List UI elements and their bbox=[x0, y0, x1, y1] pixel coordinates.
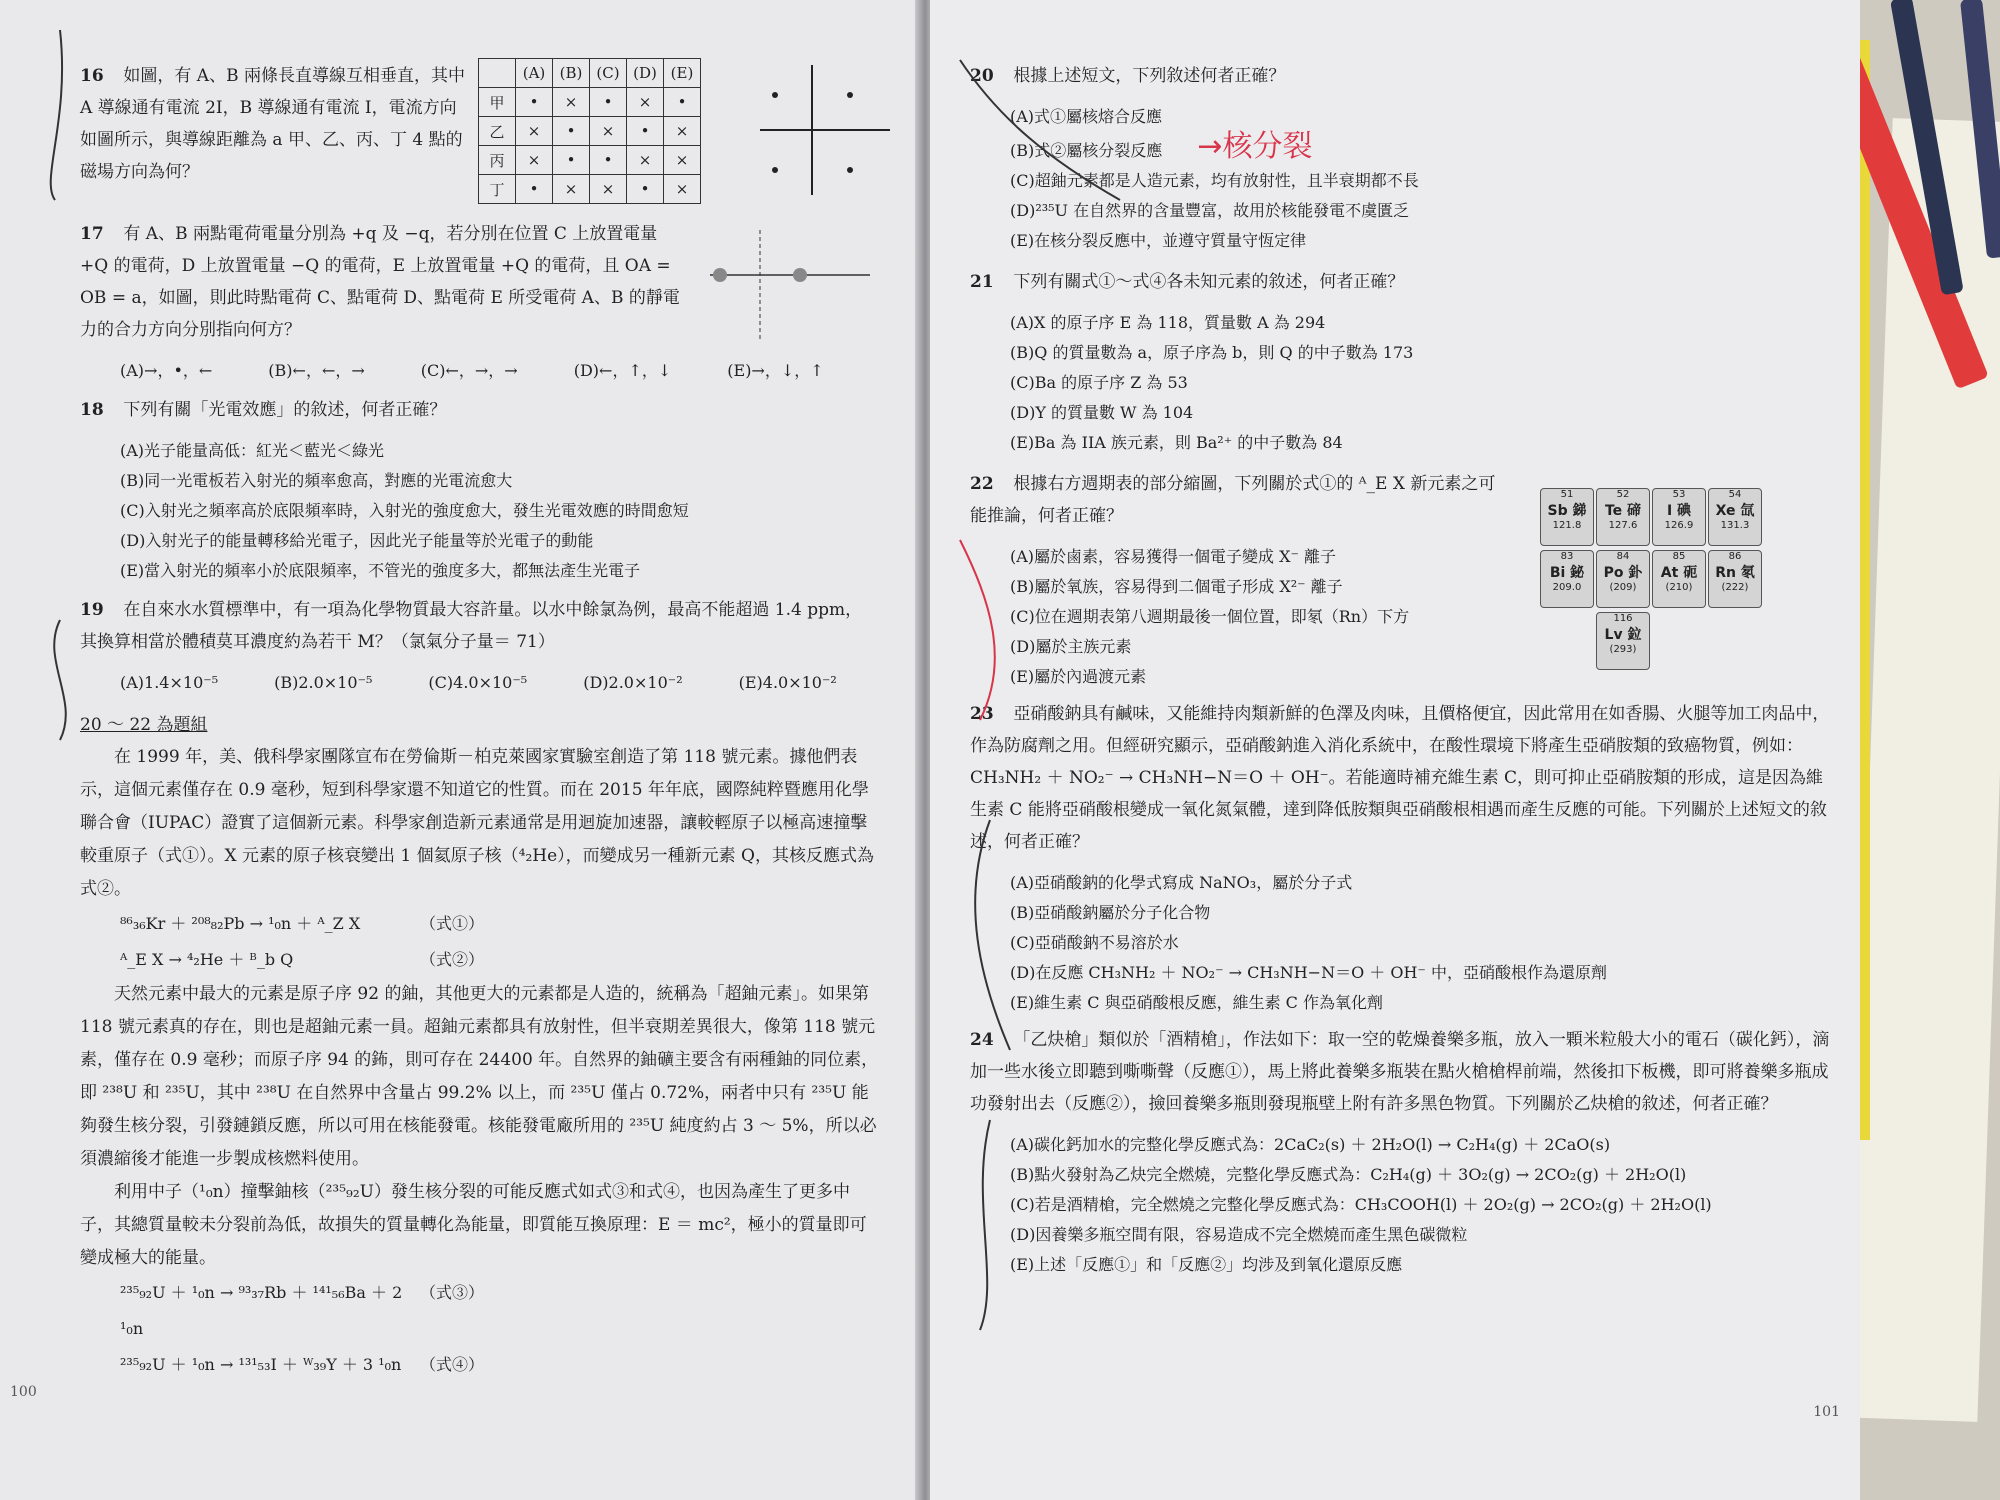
element-number: 52 bbox=[1616, 489, 1630, 500]
question-19-options bbox=[80, 668, 880, 698]
question-text: 有 A、B 兩點電荷電量分別為 +q 及 −q，若分別在位置 C 上放置電量 +Q 的電荷，D 上放置電量 −Q 的電荷，E 上放置電量 +Q 的電荷，且 OA = OB = a，如圖，則此時點電荷 C、點電荷 D、點電荷 E 所受電荷 A、B 的靜電力的合力方向分別指向何方？ bbox=[80, 224, 680, 340]
left-page bbox=[0, 0, 920, 1500]
table-cell: • bbox=[627, 117, 664, 146]
question-text: 下列有關「光電效應」的敘述，何者正確？ bbox=[123, 400, 447, 420]
option-c[interactable]: (C)←，→，→ bbox=[420, 361, 518, 380]
equation-label: （式①） bbox=[420, 914, 485, 933]
table-cell: 丁 bbox=[479, 175, 516, 204]
option-b[interactable] bbox=[970, 129, 1830, 166]
element-mass: 127.6 bbox=[1608, 520, 1638, 531]
option-a[interactable]: (A)屬於鹵素，容易獲得一個電子變成 X⁻ 離子 bbox=[1010, 547, 1337, 566]
option-b[interactable]: (B)同一光電板若入射光的頻率愈高，對應的光電流愈大 bbox=[120, 471, 513, 490]
table-cell: × bbox=[553, 175, 590, 204]
option-d[interactable]: (D)在反應 CH₃NH₂ ＋ NO₂⁻ → CH₃NH−N＝O ＋ OH⁻ 中，亞硝酸根作為還原劑 bbox=[1010, 963, 1607, 982]
table-header-cell: (E) bbox=[664, 59, 701, 88]
element-symbol: I 碘 bbox=[1666, 503, 1692, 519]
option-d[interactable]: (D)2.0×10⁻² bbox=[583, 673, 683, 692]
element-mass: 209.0 bbox=[1552, 582, 1582, 593]
element-number: 116 bbox=[1613, 613, 1633, 624]
element-number: 83 bbox=[1560, 551, 1574, 562]
equation-formula: ᴬ_E X → ⁴₂He ＋ ᴮ_b Q bbox=[120, 950, 294, 969]
question-18 bbox=[80, 394, 880, 426]
element-mass: (222) bbox=[1721, 582, 1749, 593]
element-symbol: Xe 氙 bbox=[1715, 503, 1755, 519]
element-symbol: Po 釙 bbox=[1603, 565, 1643, 581]
option-c[interactable]: (C)亞硝酸鈉不易溶於水 bbox=[1010, 933, 1179, 952]
question-23 bbox=[970, 698, 1830, 858]
equation-formula: ²³⁵₉₂U ＋ ¹₀n → ¹³¹₅₃I ＋ ᵂ₃₉Y ＋ 3 ¹₀n bbox=[120, 1355, 402, 1374]
element-cell-sb bbox=[1540, 488, 1594, 546]
element-mass: 131.3 bbox=[1720, 520, 1750, 531]
element-mass: (209) bbox=[1609, 582, 1637, 593]
element-symbol: At 砈 bbox=[1660, 565, 1698, 581]
option-b[interactable]: (B)Q 的質量數為 a，原子序為 b，則 Q 的中子數為 173 bbox=[1010, 343, 1414, 362]
option-d[interactable]: (D)入射光子的能量轉移給光電子，因此光子能量等於光電子的動能 bbox=[120, 531, 594, 550]
option-e[interactable]: (E)在核分裂反應中，並遵守質量守恆定律 bbox=[1010, 231, 1307, 250]
option-b[interactable]: (B)亞硝酸鈉屬於分子化合物 bbox=[1010, 903, 1211, 922]
table-header-cell: (A) bbox=[516, 59, 553, 88]
table-header-cell: (C) bbox=[590, 59, 627, 88]
table-cell: 乙 bbox=[479, 117, 516, 146]
question-19 bbox=[80, 594, 870, 658]
table-cell: × bbox=[627, 146, 664, 175]
question-number: 21 bbox=[970, 272, 994, 292]
equation-label: （式③） bbox=[420, 1283, 485, 1302]
element-mass: (293) bbox=[1609, 644, 1637, 655]
element-symbol: Bi 鉍 bbox=[1549, 565, 1585, 581]
question-22 bbox=[970, 468, 1510, 532]
option-b[interactable]: (B)←，←，→ bbox=[268, 361, 365, 380]
table-cell: • bbox=[553, 117, 590, 146]
question-text: 亞硝酸鈉具有鹹味，又能維持肉類新鮮的色澤及肉味，且價格便宜，因此常用在如香腸、火腿等加工肉品中，作為防腐劑之用。但經研究顯示，亞硝酸鈉進入消化系統中，在酸性環境下將產生亞硝胺類的致癌物質，例如：CH₃NH₂ ＋ NO₂⁻ → CH₃NH−N＝O ＋ OH⁻。若能適時補充維生素 C，則可抑止亞硝胺類的形成，這是因為維生素 C 能將亞硝酸根變成一氧化氮氣體，達到降低胺類與亞硝酸根相遇而產生反應的可能。下列關於上述短文的敘述，何者正確？ bbox=[970, 704, 1830, 852]
element-cell-lv bbox=[1596, 612, 1650, 670]
table-cell: • bbox=[516, 175, 553, 204]
option-e[interactable]: (E)4.0×10⁻² bbox=[738, 673, 837, 692]
question-24 bbox=[970, 1024, 1830, 1120]
question-text: 根據上述短文，下列敘述何者正確？ bbox=[1013, 66, 1286, 86]
option-e[interactable]: (E)維生素 C 與亞硝酸根反應，維生素 C 作為氧化劑 bbox=[1010, 993, 1383, 1012]
table-row bbox=[479, 146, 701, 175]
passage-paragraph: 利用中子（¹₀n）撞擊鈾核（²³⁵₉₂U）發生核分裂的可能反應式如式③和式④，也因為產生了更多中子，其總質量較未分裂前為低，故損失的質量轉化為能量，即質能互換原理：E ＝ mc²，極小的質量即可變成極大的能量。 bbox=[80, 1182, 867, 1268]
table-cell: × bbox=[553, 88, 590, 117]
equation-4 bbox=[80, 1347, 880, 1383]
table-header-row bbox=[479, 59, 701, 88]
question-21 bbox=[970, 266, 1830, 298]
equation-3 bbox=[80, 1275, 880, 1347]
table-row bbox=[479, 175, 701, 204]
option-c[interactable]: (C)位在週期表第八週期最後一個位置，即氡（Rn）下方 bbox=[1010, 607, 1410, 626]
option-e[interactable]: (E)Ba 為 IIA 族元素，則 Ba²⁺ 的中子數為 84 bbox=[1010, 433, 1343, 452]
question-17 bbox=[80, 218, 680, 346]
question-number: 17 bbox=[80, 224, 104, 244]
question-17-options bbox=[80, 356, 880, 386]
question-number: 22 bbox=[970, 474, 994, 494]
question-number: 24 bbox=[970, 1030, 994, 1050]
element-number: 53 bbox=[1672, 489, 1686, 500]
table-cell: × bbox=[516, 146, 553, 175]
element-mass: 126.9 bbox=[1664, 520, 1694, 531]
option-d[interactable]: (D)因養樂多瓶空間有限，容易造成不完全燃燒而產生黑色碳微粒 bbox=[1010, 1225, 1468, 1244]
table-cell: × bbox=[590, 117, 627, 146]
element-number: 85 bbox=[1672, 551, 1686, 562]
option-d[interactable]: (D)屬於主族元素 bbox=[1010, 637, 1132, 656]
table-header-cell bbox=[479, 59, 516, 88]
option-a[interactable]: (A)亞硝酸鈉的化學式寫成 NaNO₃，屬於分子式 bbox=[1010, 873, 1353, 892]
table-cell: • bbox=[664, 88, 701, 117]
table-cell: × bbox=[664, 117, 701, 146]
option-d[interactable]: (D)←，↑，↓ bbox=[573, 361, 672, 380]
question-text: 下列有關式①～式④各未知元素的敘述，何者正確？ bbox=[1013, 272, 1405, 292]
right-page bbox=[930, 0, 1860, 1500]
table-row bbox=[479, 88, 701, 117]
passage-paragraph: 天然元素中最大的元素是原子序 92 的鈾，其他更大的元素都是人造的，統稱為「超鈾元素」。如果第 118 號元素真的存在，則也是超鈾元素一員。超鈾元素都具有放射性，但半衰期差異很大，像第 118 號元素，僅存在 0.9 毫秒；而原子序 94 的鈽，則可存在 24400 年。自然界的鈾礦主要含有兩種鈾的同位素，即 ²³⁸U 和 ²³⁵U，其中 ²³⁸U 在自然界中含量占 99.2% 以上，而 ²³⁵U 僅占 0.72%，兩者中只有 ²³⁵U 能夠發生核分裂，引發鏈鎖反應，所以可用在核能發電。核能發電廠所用的 ²³⁵U 純度約占 3 ～ 5%，所以必須濃縮後才能進一步製成核燃料使用。 bbox=[80, 984, 879, 1169]
table-cell: × bbox=[664, 146, 701, 175]
equation-label: （式④） bbox=[420, 1355, 485, 1374]
option-d[interactable]: (D)Y 的質量數 W 為 104 bbox=[1010, 403, 1194, 422]
element-symbol: Sb 銻 bbox=[1547, 503, 1587, 519]
option-a[interactable]: (A)X 的原子序 E 為 118，質量數 A 為 294 bbox=[1010, 313, 1326, 332]
question-text: 「乙炔槍」類似於「酒精槍」，作法如下：取一空的乾燥養樂多瓶，放入一顆米粒般大小的電石（碳化鈣），滴加一些水後立即聽到嘶嘶聲（反應①），馬上將此養樂多瓶裝在點火槍槍桿前端，然後扣下板機，即可將養樂多瓶成功發射出去（反應②），撿回養樂多瓶則發現瓶壁上附有許多黑色物質。下列關於乙炔槍的敘述，何者正確？ bbox=[970, 1030, 1830, 1114]
element-cell-xe bbox=[1708, 488, 1762, 546]
table-cell: • bbox=[627, 175, 664, 204]
element-cell-rn bbox=[1708, 550, 1762, 608]
option-c[interactable]: (C)Ba 的原子序 Z 為 53 bbox=[1010, 373, 1188, 392]
option-e[interactable]: (E)屬於內過渡元素 bbox=[1010, 667, 1147, 686]
element-mass: (210) bbox=[1665, 582, 1693, 593]
element-symbol: Te 碲 bbox=[1604, 503, 1642, 519]
table-cell: 甲 bbox=[479, 88, 516, 117]
option-e[interactable]: (E)當入射光的頻率小於底限頻率，不管光的強度多大，都無法產生光電子 bbox=[120, 561, 641, 580]
question-number: 19 bbox=[80, 600, 104, 620]
option-text: (B)式②屬核分裂反應 bbox=[1010, 141, 1163, 160]
option-d[interactable]: (D)²³⁵U 在自然界的含量豐富，故用於核能發電不虞匱乏 bbox=[1010, 201, 1410, 220]
table-cell: × bbox=[516, 117, 553, 146]
option-c[interactable]: (C)入射光之頻率高於底限頻率時，入射光的強度愈大，發生光電效應的時間愈短 bbox=[120, 501, 689, 520]
table-cell: • bbox=[553, 146, 590, 175]
option-a[interactable]: (A)碳化鈣加水的完整化學反應式為：2CaC₂(s) ＋ 2H₂O(l) → C₂H₄(g) ＋ 2CaO(s) bbox=[1010, 1135, 1611, 1154]
table-cell: × bbox=[627, 88, 664, 117]
table-row bbox=[479, 117, 701, 146]
option-c[interactable]: (C)若是酒精槍，完全燃燒之完整化學反應式為：CH₃COOH(l) ＋ 2O₂(g) → 2CO₂(g) ＋ 2H₂O(l) bbox=[1010, 1195, 1712, 1214]
option-c[interactable]: (C)超鈾元素都是人造元素，均有放射性，且半衰期都不長 bbox=[1010, 171, 1419, 190]
question-number: 16 bbox=[80, 66, 104, 86]
equation-formula: ⁸⁶₃₆Kr ＋ ²⁰⁸₈₂Pb → ¹₀n ＋ ᴬ_Z X bbox=[120, 914, 361, 933]
question-16 bbox=[80, 60, 470, 188]
option-b[interactable]: (B)點火發射為乙炔完全燃燒，完整化學反應式為：C₂H₄(g) ＋ 3O₂(g) → 2CO₂(g) ＋ 2H₂O(l) bbox=[1010, 1165, 1687, 1184]
question-text: 在自來水水質標準中，有一項為化學物質最大容許量。以水中餘氯為例，最高不能超過 1.4 ppm，其換算相當於體積莫耳濃度約為若干 M？（氯氣分子量＝ 71） bbox=[80, 600, 863, 652]
question-number: 23 bbox=[970, 704, 994, 724]
element-symbol: Lv 鉝 bbox=[1604, 627, 1642, 643]
option-e[interactable]: (E)→，↓，↑ bbox=[727, 361, 824, 380]
option-b[interactable]: (B)屬於氧族，容易得到二個電子形成 X²⁻ 離子 bbox=[1010, 577, 1343, 596]
question-number: 20 bbox=[970, 66, 994, 86]
table-cell: × bbox=[664, 175, 701, 204]
passage-paragraph: 在 1999 年，美、俄科學家團隊宣布在勞倫斯－柏克萊國家實驗室創造了第 118 號元素。據他們表示，這個元素僅存在 0.9 毫秒，短到科學家還不知道它的性質。而在 2015 年年底，國際純粹暨應用化學聯合會（IUPAC）證實了這個新元素。科學家創造新元素通常是用迴旋加速器，讓較輕原子以極高速撞擊較重原子（式①）。X 元素的原子核衰變出 1 個氦原子核（⁴₂He），而變成另一種新元素 Q，其核反應式為式②。 bbox=[80, 747, 874, 899]
element-cell-po bbox=[1596, 550, 1650, 608]
table-cell: 丙 bbox=[479, 146, 516, 175]
question-text: 如圖，有 A、B 兩條長直導線互相垂直，其中 A 導線通有電流 2I，B 導線通有電流 I，電流方向如圖所示，與導線距離為 a 甲、乙、丙、丁 4 點的磁場方向為何？ bbox=[80, 66, 465, 182]
page-number: 100 bbox=[10, 1384, 37, 1400]
question-number: 18 bbox=[80, 400, 104, 420]
element-number: 84 bbox=[1616, 551, 1630, 562]
element-symbol: Rn 氡 bbox=[1715, 565, 1755, 581]
question-text: 根據右方週期表的部分縮圖，下列關於式①的 ᴬ_E X 新元素之可能推論，何者正確？ bbox=[970, 474, 1496, 526]
table-cell: × bbox=[590, 175, 627, 204]
element-number: 51 bbox=[1560, 489, 1574, 500]
option-a[interactable]: (A)→，•，← bbox=[120, 361, 213, 380]
element-cell-at bbox=[1652, 550, 1706, 608]
element-mass: 121.8 bbox=[1552, 520, 1582, 531]
element-number: 54 bbox=[1728, 489, 1742, 500]
option-c[interactable]: (C)4.0×10⁻⁵ bbox=[428, 673, 528, 692]
handwritten-note: →核分裂 bbox=[1197, 129, 1313, 164]
element-cell-te bbox=[1596, 488, 1650, 546]
equation-1 bbox=[80, 906, 880, 942]
table-header-cell: (B) bbox=[553, 59, 590, 88]
q16-answer-table bbox=[478, 58, 701, 204]
equation-label: （式②） bbox=[420, 950, 485, 969]
option-e[interactable]: (E)上述「反應①」和「反應②」均涉及到氧化還原反應 bbox=[1010, 1255, 1403, 1274]
option-b[interactable]: (B)2.0×10⁻⁵ bbox=[274, 673, 373, 692]
option-a[interactable]: (A)式①屬核熔合反應 bbox=[1010, 107, 1163, 126]
page-number: 101 bbox=[1813, 1404, 1840, 1420]
element-number: 86 bbox=[1728, 551, 1742, 562]
group-title: 20 ～ 22 為題組 bbox=[80, 715, 208, 735]
element-cell-bi bbox=[1540, 550, 1594, 608]
element-cell-i bbox=[1652, 488, 1706, 546]
equation-2 bbox=[80, 942, 880, 978]
table-cell: • bbox=[590, 88, 627, 117]
question-20 bbox=[970, 60, 1830, 92]
equation-formula: ²³⁵₉₂U ＋ ¹₀n → ⁹³₃₇Rb ＋ ¹⁴¹₅₆Ba ＋ 2 ¹₀n bbox=[120, 1283, 403, 1338]
option-a[interactable]: (A)光子能量高低：紅光＜藍光＜綠光 bbox=[120, 441, 385, 460]
table-cell: • bbox=[590, 146, 627, 175]
option-a[interactable]: (A)1.4×10⁻⁵ bbox=[120, 673, 219, 692]
table-cell: • bbox=[516, 88, 553, 117]
table-header-cell: (D) bbox=[627, 59, 664, 88]
